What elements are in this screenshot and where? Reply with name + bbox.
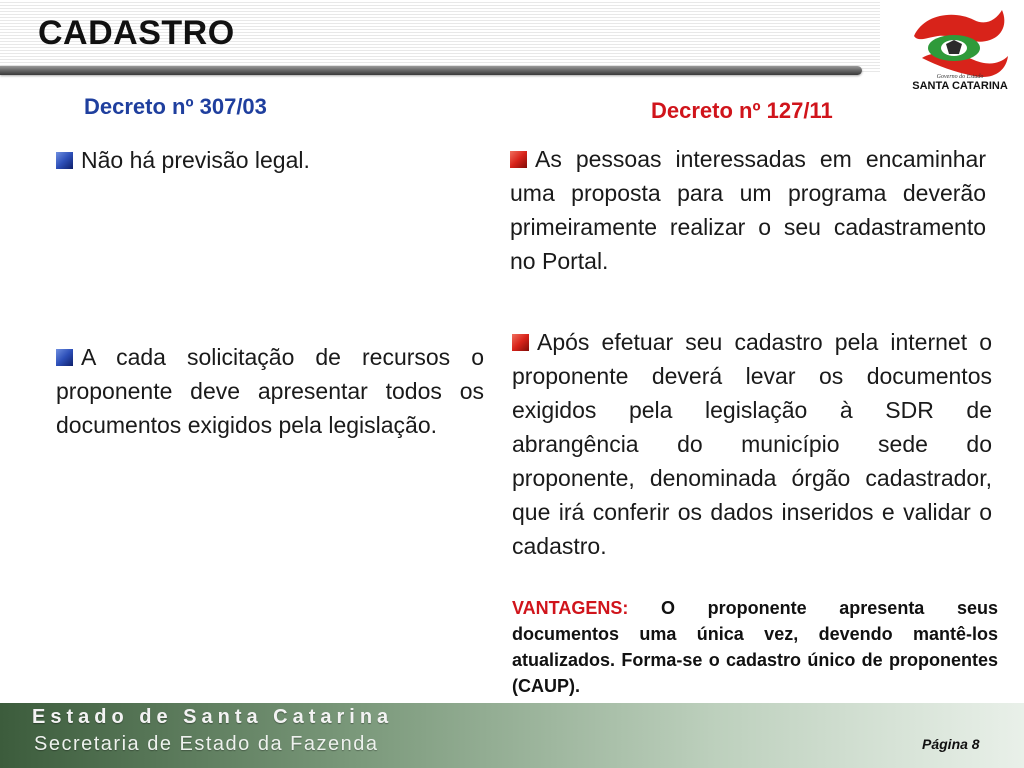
left-bullet-2-text: A cada solicitação de recursos o proponente deve apresentar todos os documentos exigidos pela legislação. (56, 344, 484, 438)
bullet-icon (512, 334, 529, 351)
title-underline-bar (0, 66, 862, 75)
left-bullet-1-text: Não há previsão legal. (81, 147, 310, 173)
right-bullet-2-text: Após efetuar seu cadastro pela internet o proponente deverá levar os documentos exigidos pela legislação à SDR de abrangência do município sede do proponente, denominada órgão cadastrador, que irá conferir os dados inseridos e validar o cadastro. (512, 329, 992, 559)
heading-decreto-127: Decreto nº 127/11 (651, 98, 833, 123)
footer-secretariat: Secretaria de Estado da Fazenda (34, 733, 379, 755)
right-bullet-1 (510, 142, 986, 278)
left-bullet-2 (56, 340, 484, 442)
right-bullet-1-text: As pessoas interessadas em encaminhar uma proposta para um programa deverão primeiramente realizar o seu cadastramento no Portal. (510, 146, 986, 274)
advantages-text: O proponente apresenta seus documentos uma única vez, devendo mantê-los atualizados. Forma-se o cadastro único de proponentes (CAUP). (512, 598, 998, 696)
heading-decreto-307: Decreto nº 307/03 (84, 94, 267, 119)
advantages-note (512, 595, 998, 699)
page-number: Página 8 (922, 736, 980, 752)
bullet-icon (56, 349, 73, 366)
bullet-icon (510, 151, 527, 168)
bullet-icon (56, 152, 73, 169)
logo-name: SANTA CATARINA (912, 80, 1008, 92)
advantages-label: VANTAGENS: (512, 598, 629, 618)
page-title: CADASTRO (38, 14, 235, 52)
logo-small-text: Governo do Estado (936, 74, 984, 80)
left-bullet-1 (56, 143, 486, 177)
footer-state-name: Estado de Santa Catarina (32, 706, 394, 728)
right-bullet-2 (512, 325, 992, 563)
